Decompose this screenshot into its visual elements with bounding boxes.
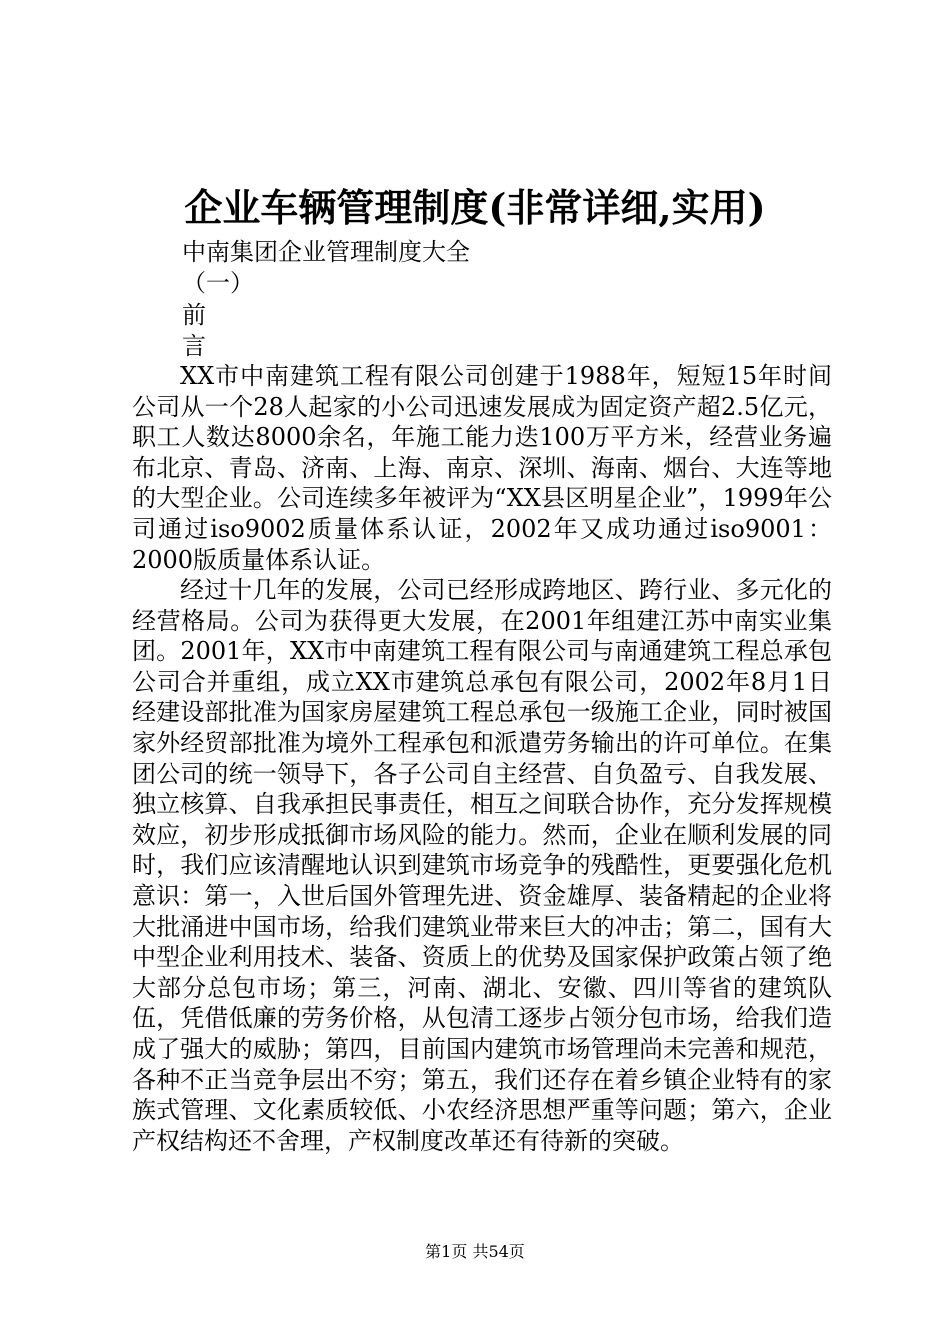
part-number: （一） — [182, 269, 254, 297]
paragraph-1: XX市中南建筑工程有限公司创建于1988年，短短15年时间公司从一个28人起家的小公司迅速发展成为固定资产超2.5亿元，职工人数达8000余名，年施工能力迭100万平方米，经营业务遍布北京、青岛、济南、上海、南京、深圳、海南、烟台、大连等地的大型企业。公司连续多年被评为“XX县区明星企业”，1999年公司通过iso9002质量体系认证，2002年又成功通过iso9001：2000版质量体系认证。 — [132, 362, 832, 574]
paragraph-2: 经过十几年的发展，公司已经形成跨地区、跨行业、多元化的经营格局。公司为获得更大发展，在2001年组建江苏中南实业集团。2001年，XX市中南建筑工程有限公司与南通建筑工程总承包公司合并重组，成立XX市建筑总承包有限公司，2002年8月1日经建设部批准为国家房屋建筑工程总承包一级施工企业，同时被国家外经贸部批准为境外工程承包和派遣劳务输出的许可单位。在集团公司的统一领导下，各子公司自主经营、自负盈亏、自我发展、独立核算、自我承担民事责任，相互之间联合协作，充分发挥规模效应，初步形成抵御市场风险的能力。然而，企业在顺利发展的同时，我们应该清醒地认识到建筑市场竞争的残酷性，更要强化危机意识：第一，入世后国外管理先进、资金雄厚、装备精起的企业将大批涌进中国市场，给我们建筑业带来巨大的冲击；第二，国有大中型企业利用技术、装备、资质上的优势及国家保护政策占领了绝大部分总包市场；第三，河南、湖北、安徽、四川等省的建筑队伍，凭借低廉的劳务价格，从包清工逐步占领分包市场，给我们造成了强大的威胁；第四，目前国内建筑市场管理尚未完善和规范，各种不正当竞争层出不穷；第五，我们还存在着乡镇企业特有的家族式管理、文化素质较低、小农经济思想严重等问题；第六，企业产权结构还不舍理，产权制度改革还有待新的突破。 — [132, 576, 832, 1155]
document-title: 企业车辆管理制度(非常详细,实用) — [184, 185, 766, 230]
heading-char-2: 言 — [182, 332, 206, 360]
heading-char-1: 前 — [182, 301, 206, 329]
subtitle: 中南集团企业管理制度大全 — [182, 238, 470, 266]
page-footer: 第1页 共54页 — [425, 1242, 525, 1261]
